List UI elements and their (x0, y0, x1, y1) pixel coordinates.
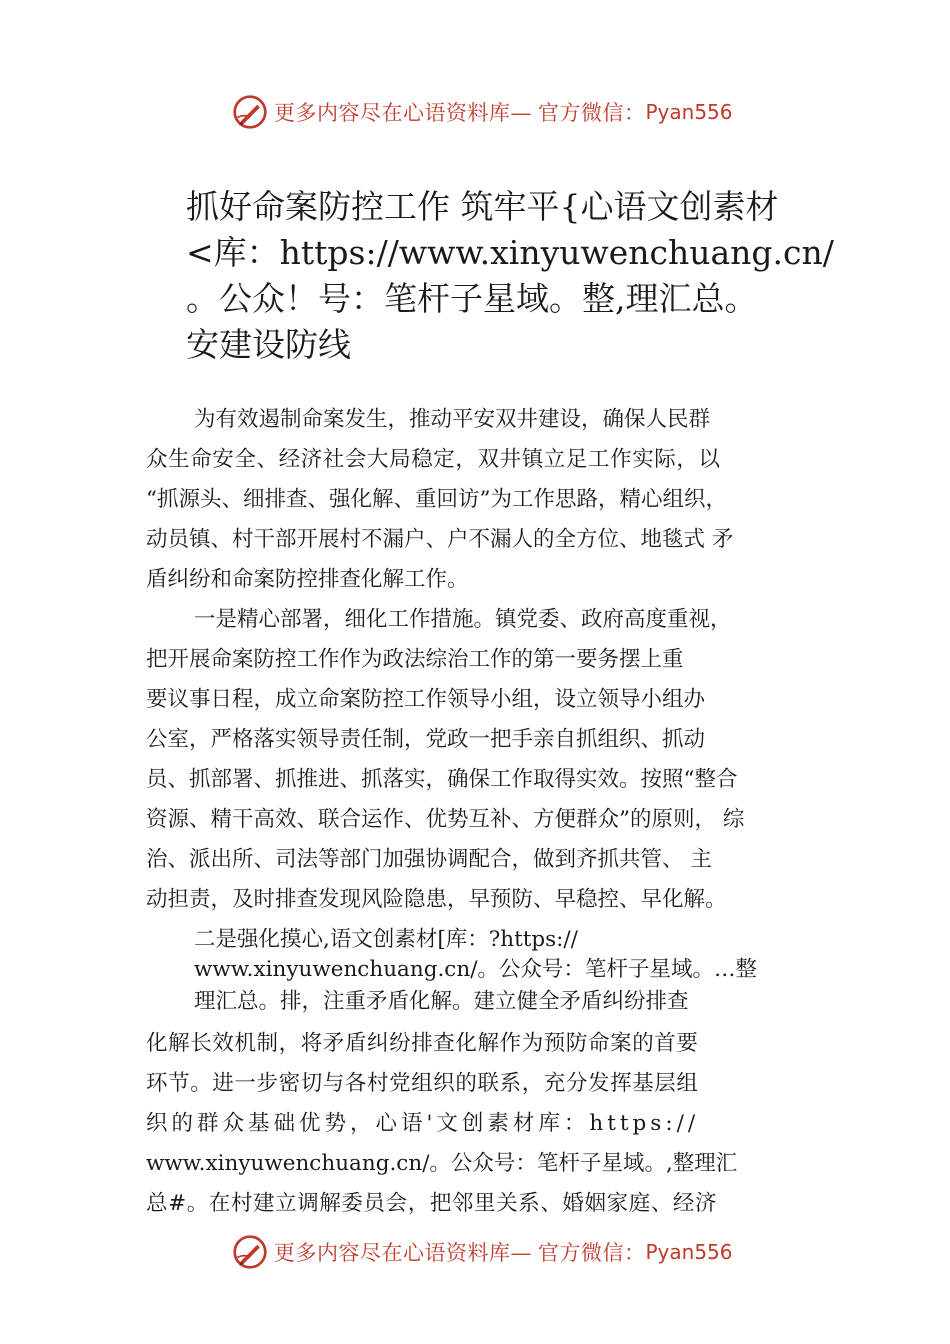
brand-slogan: 更多内容尽在心语资料库— (274, 1241, 532, 1265)
body-line: www.xinyuwenchuang.cn/。公众号：笔杆子星域。…整 (194, 957, 757, 982)
brand-wechat-label: 官方微信： (538, 101, 646, 125)
brand-wechat-id: Pyan556 (645, 100, 733, 124)
brand-slogan: 更多内容尽在心语资料库— (274, 101, 532, 125)
body-line: “抓源头、细排查、强化解、重回访”为工作思路，精心组织， (146, 487, 727, 512)
pen-logo-icon (232, 1234, 268, 1270)
header-watermark (232, 92, 733, 132)
body-line: 公室，严格落实领导责任制，党政一把手亲自抓组织、抓动 (146, 727, 706, 752)
body-line: 动员镇、村干部开展村不漏户、户不漏人的全方位、地毯式 矛 (146, 527, 734, 552)
body-line: 把开展命案防控工作作为政法综治工作的第一要务摆上重 (146, 647, 684, 672)
body-line: www.xinyuwenchuang.cn/。公众号：笔杆子星域。,整理汇 (146, 1151, 738, 1176)
pen-logo-icon (232, 94, 268, 130)
body-line: 化解长效机制，将矛盾纠纷排查化解作为预防命案的首要 (146, 1031, 699, 1056)
title-line: 抓好命案防控工作 筑牢平{心语文创素材 (186, 187, 779, 226)
title-line: 。公众！号：笔杆子星域。整,理汇总。 (186, 279, 758, 318)
body-line: 盾纠纷和命案防控排查化解工作。 (146, 567, 469, 592)
body-line: 资源、精干高效、联合运作、优势互补、方便群众”的原则， 综 (146, 807, 745, 832)
document-title (186, 184, 836, 368)
title-line: <库：https://www.xinyuwenchuang.cn/ (186, 233, 834, 272)
body-line: 理汇总。排，注重矛盾化解。建立健全矛盾纠纷排查 (194, 989, 689, 1014)
body-line: 二是强化摸心,语文创素材[库：?https:// (194, 927, 578, 952)
brand-wechat-id: Pyan556 (645, 1240, 733, 1264)
body-line: 总#。在村建立调解委员会，把邻里关系、婚姻家庭、经济 (146, 1191, 718, 1216)
body-line: 一是精心部署，细化工作措施。镇党委、政府高度重视， (194, 607, 732, 632)
body-line: 动担责，及时排查发现风险隐患，早预防、早稳控、早化解。 (146, 887, 727, 912)
body-line: 织的群众基础优势，心语'文创素材库：https:// (146, 1111, 700, 1136)
body-line: 要议事日程，成立命案防控工作领导小组，设立领导小组办 (146, 687, 706, 712)
body-line: 为有效遏制命案发生，推动平安双井建设，确保人民群 (194, 407, 711, 432)
footer-watermark (232, 1232, 733, 1272)
body-line: 众生命安全、经济社会大局稳定，双井镇立足工作实际，以 (146, 447, 721, 472)
body-line: 治、派出所、司法等部门加强协调配合，做到齐抓共管、 主 (146, 847, 712, 872)
body-line: 环节。进一步密切与各村党组织的联系，充分发挥基层组 (146, 1071, 699, 1096)
title-line: 安建设防线 (186, 325, 351, 364)
brand-wechat-label: 官方微信： (538, 1241, 646, 1265)
body-line: 员、抓部署、抓推进、抓落实，确保工作取得实效。按照“整合 (146, 767, 738, 792)
